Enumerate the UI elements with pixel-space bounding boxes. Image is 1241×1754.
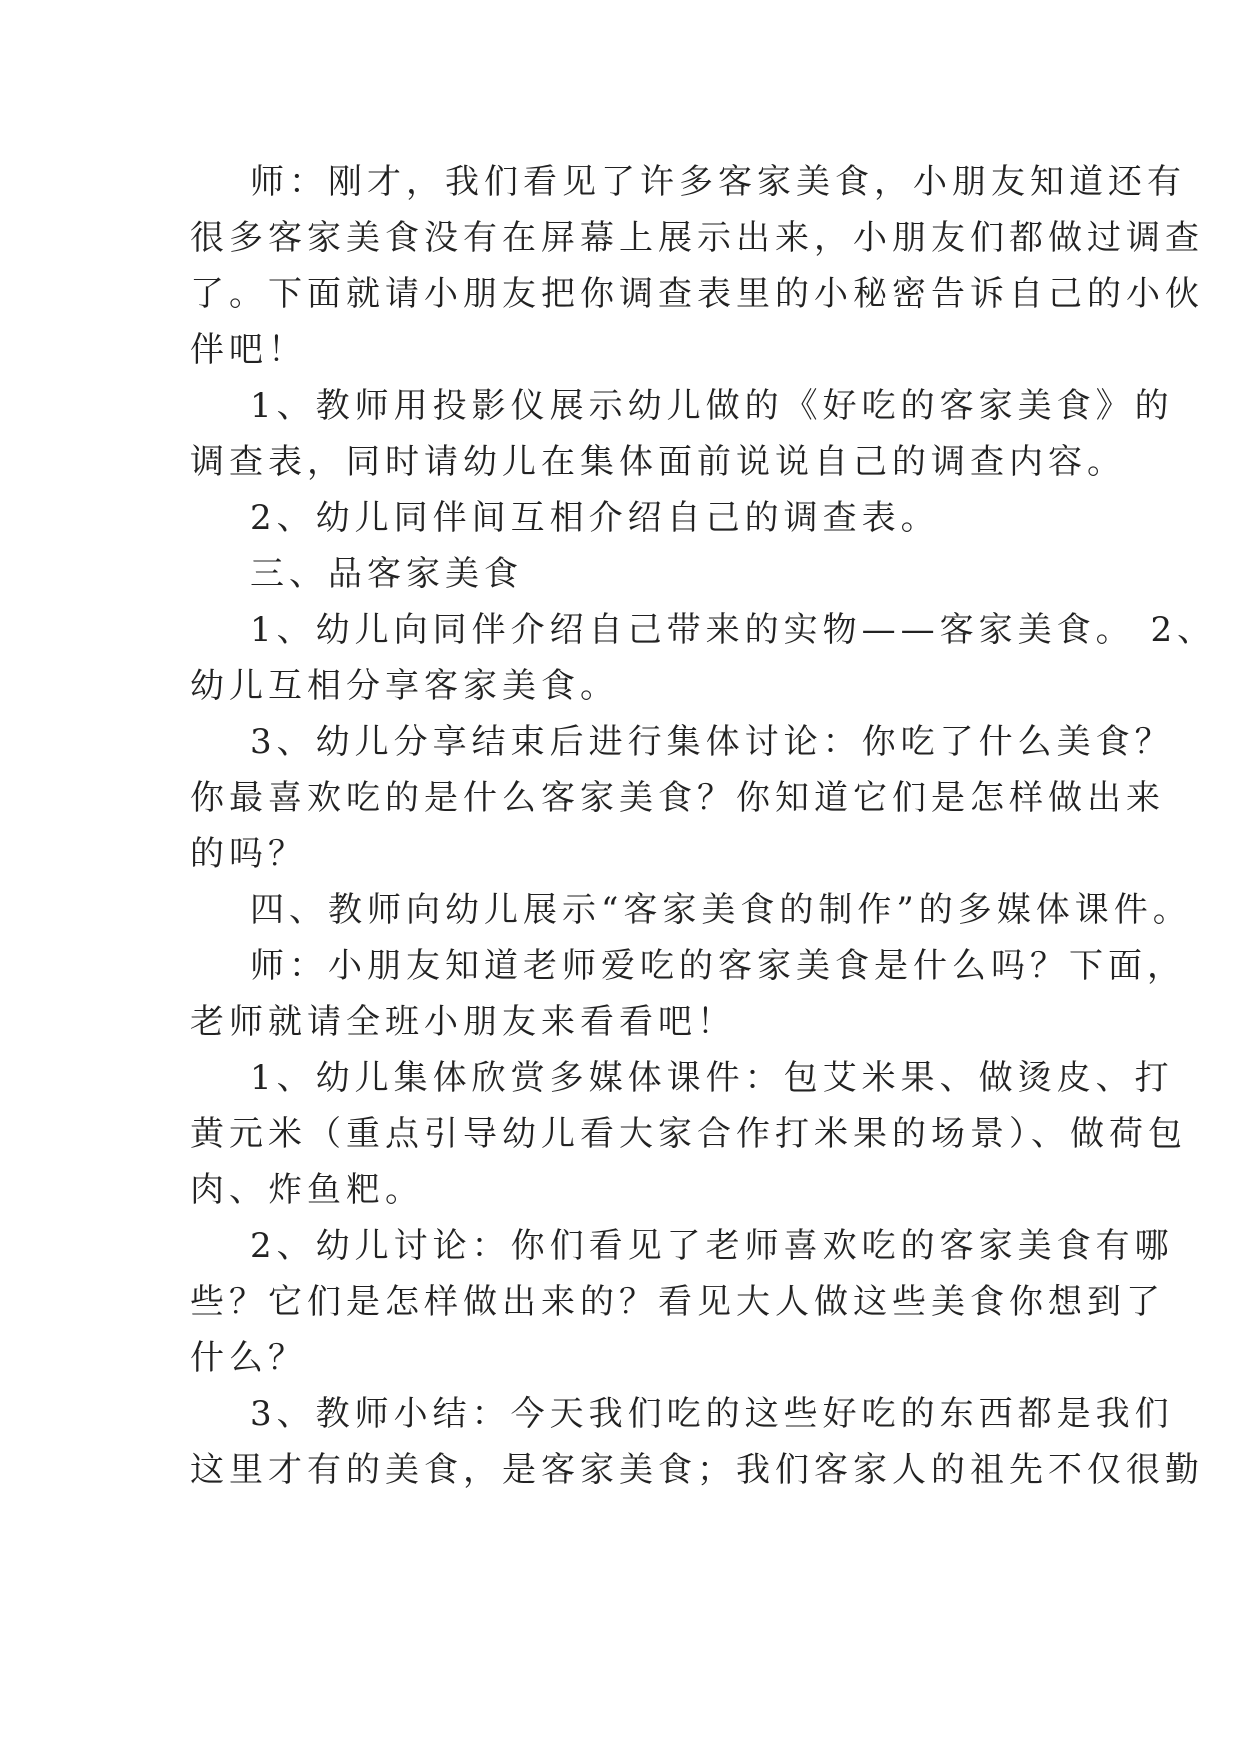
text-line: 3、幼儿分享结束后进行集体讨论：你吃了什么美食？ <box>250 722 1174 762</box>
text-line: 1、幼儿向同伴介绍自己带来的实物——客家美食。 2、 <box>250 610 1217 650</box>
text-line: 黄元米（重点引导幼儿看大家合作打米果的场景）、做荷包 <box>190 1114 1187 1154</box>
text-line: 师：刚才，我们看见了许多客家美食，小朋友知道还有 <box>250 162 1186 202</box>
text-line: 1、幼儿集体欣赏多媒体课件：包艾米果、做烫皮、打 <box>250 1058 1174 1098</box>
text-line: 了。下面就请小朋友把你调查表里的小秘密告诉自己的小伙 <box>190 274 1204 314</box>
text-line: 师：小朋友知道老师爱吃的客家美食是什么吗？下面， <box>250 946 1186 986</box>
text-line: 老师就请全班小朋友来看看吧！ <box>190 1002 736 1042</box>
text-line: 些？它们是怎样做出来的？看见大人做这些美食你想到了 <box>190 1282 1165 1322</box>
text-line: 你最喜欢吃的是什么客家美食？你知道它们是怎样做出来 <box>190 778 1165 818</box>
text-line: 2、幼儿同伴间互相介绍自己的调查表。 <box>250 498 940 538</box>
text-line: 幼儿互相分享客家美食。 <box>190 666 619 706</box>
text-line: 调查表，同时请幼儿在集体面前说说自己的调查内容。 <box>190 442 1126 482</box>
section-heading: 三、品客家美食 <box>250 554 523 594</box>
text-line: 的吗？ <box>190 834 307 874</box>
text-line: 这里才有的美食，是客家美食；我们客家人的祖先不仅很勤 <box>190 1450 1204 1490</box>
text-line: 肉、炸鱼粑。 <box>190 1170 424 1210</box>
text-line: 什么？ <box>190 1338 307 1378</box>
text-line: 1、教师用投影仪展示幼儿做的《好吃的客家美食》的 <box>250 386 1174 426</box>
text-line: 3、教师小结：今天我们吃的这些好吃的东西都是我们 <box>250 1394 1174 1434</box>
text-line: 2、幼儿讨论：你们看见了老师喜欢吃的客家美食有哪 <box>250 1226 1174 1266</box>
text-line: 很多客家美食没有在屏幕上展示出来，小朋友们都做过调查 <box>190 218 1204 258</box>
text-line: 伴吧！ <box>190 330 307 370</box>
section-heading: 四、教师向幼儿展示“客家美食的制作”的多媒体课件。 <box>250 890 1192 930</box>
